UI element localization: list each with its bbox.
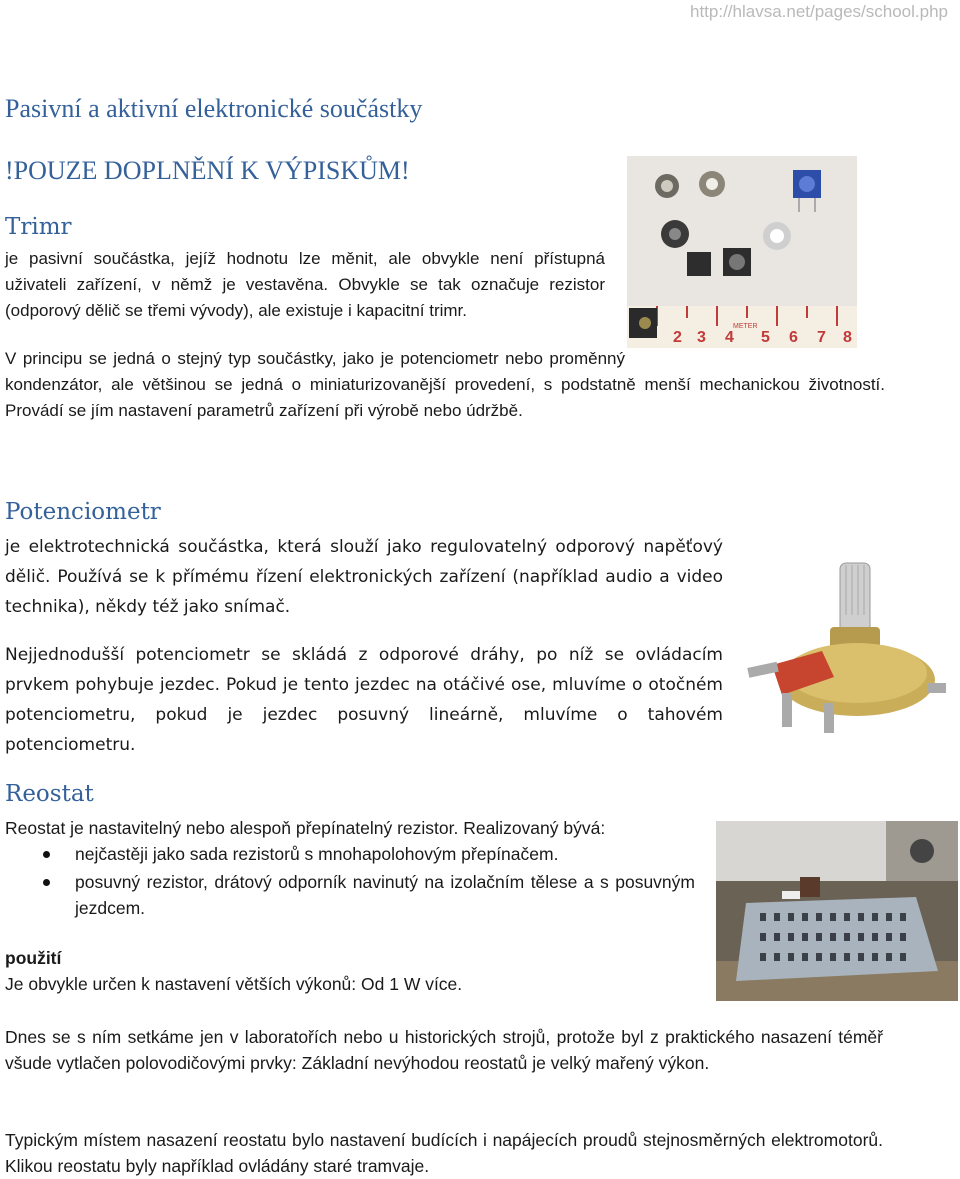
rheostat-photo xyxy=(716,821,958,1001)
page-title: Pasivní a aktivní elektronické součástky xyxy=(5,94,423,123)
reostat-paragraph-4: Typickým místem nasazení reostatu bylo nastavení budících i napájecích proudů stejnosměrných elektromotorů. Klikou reostatu byly například ovládány staré tramvaje. xyxy=(5,1130,883,1176)
ruler-digit: 5 xyxy=(761,329,770,346)
list-item: posuvný rezistor, drátový odporník navinutý na izolačním tělese a s posuvným jezdcem. xyxy=(5,869,695,921)
potentiometer-photo xyxy=(742,555,958,755)
ruler-digit: 4 xyxy=(725,329,734,346)
ruler-digit: 6 xyxy=(789,329,798,346)
list-item: nejčastěji jako sada rezistorů s mnohapolohovým přepínačem. xyxy=(5,841,695,867)
heading-reostat: Reostat xyxy=(5,781,94,807)
ruler-label: METER xyxy=(733,323,758,330)
page-subtitle: !POUZE DOPLNĚNÍ K VÝPISKŮM! xyxy=(5,156,410,185)
bullet-icon xyxy=(43,879,50,886)
source-url: http://hlavsa.net/pages/school.php xyxy=(689,2,948,21)
heading-trimr: Trimr xyxy=(5,214,72,240)
reostat-paragraph-3: Dnes se s ním setkáme jen v laboratořích nebo u historických strojů, protože byl z praktického nasazení téměř všude vytlačen polovodičovými prvky: Základní nevýhodou reostatů je velký mařený výkon. xyxy=(5,1027,883,1073)
ruler-digit: 8 xyxy=(843,329,852,346)
reostat-bullet-list xyxy=(5,841,695,921)
trimr-paragraph-1: je pasivní součástka, jejíž hodnotu lze měnit, ale obvykle není přístupná uživateli zařízení, v němž je vestavěna. Obvykle se tak označuje rezistor (odporový dělič se třemi vývody), ale existuje i kapacitní trimr. xyxy=(5,249,605,320)
ruler-digit: 7 xyxy=(817,329,826,346)
potenciometr-paragraph-1: je elektrotechnická součástka, která slouží jako regulovatelný odporový napěťový dělič. Používá se k přímému řízení elektronických zařízení (například audio a video technika), někdy též jako snímač. xyxy=(5,537,723,617)
usage-text: Je obvykle určen k nastavení větších výkonů: Od 1 W více. xyxy=(5,974,463,994)
ruler-digit: 3 xyxy=(697,329,706,346)
heading-potenciometr: Potenciometr xyxy=(5,499,161,525)
ruler-digit: 2 xyxy=(673,329,682,346)
trimmers-photo xyxy=(627,156,857,348)
reostat-intro: Reostat je nastavitelný nebo alespoň přepínatelný rezistor. Realizovaný bývá: xyxy=(5,818,606,838)
potenciometr-paragraph-2: Nejjednodušší potenciometr se skládá z odporové dráhy, po níž se ovládacím prvkem pohybuje jezdec. Pokud je tento jezdec na otáčivé ose, mluvíme o otočném potenciometru, pokud je jezdec posuvný lineárně, mluvíme o tahovém potenciometru. xyxy=(5,645,723,755)
bullet-icon xyxy=(43,851,50,858)
usage-heading: použití xyxy=(5,948,62,968)
trimr-paragraph-2: V principu se jedná o stejný typ součástky, jako je potenciometr nebo proměnný kondenzátor, ale většinou se jedná o miniaturizovanější provedení, s podstatně menší mechanickou životností. Provádí se jím nastavení parametrů zařízení při výrobě nebo údržbě. xyxy=(5,349,885,420)
